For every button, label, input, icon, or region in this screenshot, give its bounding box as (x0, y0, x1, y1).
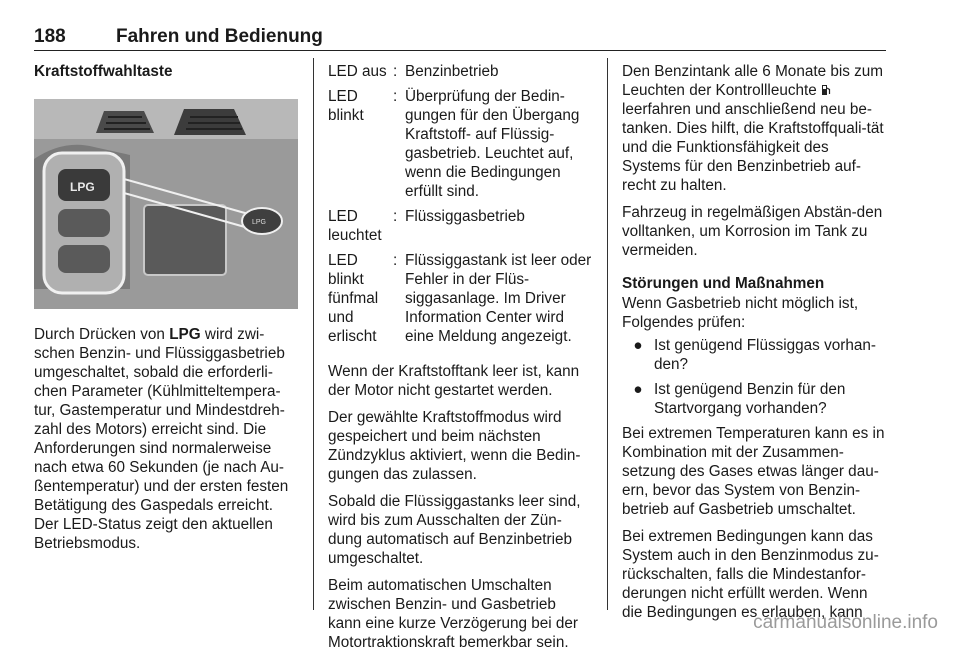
page-title: Fahren und Bedienung (116, 26, 323, 47)
left-column (34, 62, 298, 561)
led-state-meaning: Flüssiggastank ist leer oder Fehler in der Flüs-siggasanlage. Im Driver Information Center wird eine Meldung angezeigt. (405, 252, 592, 345)
lpg-button-name: LPG (169, 326, 201, 343)
led-status-table (328, 62, 592, 346)
led-state-meaning: Flüssiggasbetrieb (405, 208, 525, 225)
dashboard-illustration (34, 99, 298, 309)
paragraph: Fahrzeug in regelmäßigen Abstän-den volltanken, um Korrosion im Tank zu vermeiden. (622, 204, 883, 259)
lpg-description: Durch Drücken von LPG wird zwi-schen Benzin- und Flüssiggasbetrieb umgeschaltet, sobald die erforderli-chen Parameter (Kühlmitteltempera-tur, Gastemperatur und Mindestdreh-zahl des Motors) erreicht sind. Die Anforderungen sind normalerweise nach etwa 60 Sekunden (je nach Au-ßentemperatur) und der ersten festen Betätigung des Gaspedals erreicht. Der LED-Status zeigt den aktuellen Betriebsmodus. (34, 326, 289, 552)
page-number: 188 (34, 26, 66, 47)
lpg-button-photo (34, 99, 298, 309)
led-state-key: LED leuchtet (328, 208, 382, 244)
paragraph: Wenn der Kraftstofftank leer ist, kann der Motor nicht gestartet werden. (328, 363, 580, 399)
led-state-key: LED aus (328, 63, 387, 80)
page-header (34, 20, 886, 50)
section-heading: Kraftstoffwahltaste (34, 63, 173, 80)
led-state-key: LED blinkt (328, 88, 364, 124)
header-rule (34, 50, 886, 51)
right-column (622, 62, 886, 630)
bullet-icon: ● (633, 337, 643, 354)
led-row: LED blinkt fünfmal und erlischt : Flüssiggastank ist leer oder Fehler in der Flüs-siggasanlage. Im Driver Information Center wird eine Meldung angezeigt. (328, 252, 592, 345)
paragraph: Bei extremen Bedingungen kann das System auch in den Benzinmodus zu-rückschalten, falls die Mindestanfor-derungen nicht erfüllt werden. Wenn die Bedingungen es erlauben, kann (622, 528, 879, 621)
watermark: carmanualsonline.info (753, 612, 938, 633)
bullet-icon: ● (633, 381, 643, 398)
fuel-pump-icon (821, 84, 831, 96)
led-state-meaning: Überprüfung der Bedin-gungen für den Übergang Kraftstoff- auf Flüssig-gasbetrieb. Leuchtet auf, wenn die Bedingungen erfüllt sind. (405, 88, 580, 200)
svg-text:LPG: LPG (252, 219, 267, 226)
list-item: ● Ist genügend Benzin für den Startvorgang vorhanden? (622, 380, 886, 418)
led-row: LED blinkt : Überprüfung der Bedin-gungen für den Übergang Kraftstoff- auf Flüssig-gasbetrieb. Leuchtet auf, wenn die Bedingungen erfüllt sind. (328, 87, 592, 201)
lpg-button-label: LPG (70, 180, 95, 194)
column-divider-right (607, 58, 608, 610)
middle-column (328, 62, 592, 660)
led-state-key: LED blinkt fünfmal und erlischt (328, 252, 379, 345)
troubleshooting-heading: Störungen und Maßnahmen (622, 275, 825, 292)
led-row: LED leuchtet : Flüssiggasbetrieb (328, 207, 592, 245)
led-state-meaning: Benzinbetrieb (405, 63, 499, 80)
paragraph: Bei extremen Temperaturen kann es in Kombination mit der Zusammen-setzung des Gases etwas länger dau-ern, bevor das System von Benzin-betrieb auf Gasbetrieb umschaltet. (622, 425, 885, 518)
paragraph: Den Benzintank alle 6 Monate bis zum Leuchten der Kontrollleuchte leerfahren und anschließend neu be-tanken. Dies hilft, die Kraftstoffquali-tät und die Funktionsfähigkeit des Systems für den Benzinbetrieb auf-recht zu halten. (622, 63, 884, 194)
led-row: LED aus : Benzinbetrieb (328, 62, 592, 81)
list-item: ● Ist genügend Flüssiggas vorhan-den? (622, 336, 886, 374)
paragraph: Der gewählte Kraftstoffmodus wird gespeichert und beim nächsten Zündzyklus aktiviert, wenn die Bedin-gungen das zulassen. (328, 409, 581, 483)
paragraph: Beim automatischen Umschalten zwischen Benzin- und Gasbetrieb kann eine kurze Verzögerung bei der Motortraktionskraft bemerkbar sein. (328, 577, 579, 651)
paragraph: Wenn Gasbetrieb nicht möglich ist, Folgendes prüfen: (622, 295, 859, 331)
column-divider-left (313, 58, 314, 610)
paragraph: Sobald die Flüssiggastanks leer sind, wird bis zum Ausschalten der Zün-dung automatisch auf Benzinbetrieb umgeschaltet. (328, 493, 581, 567)
